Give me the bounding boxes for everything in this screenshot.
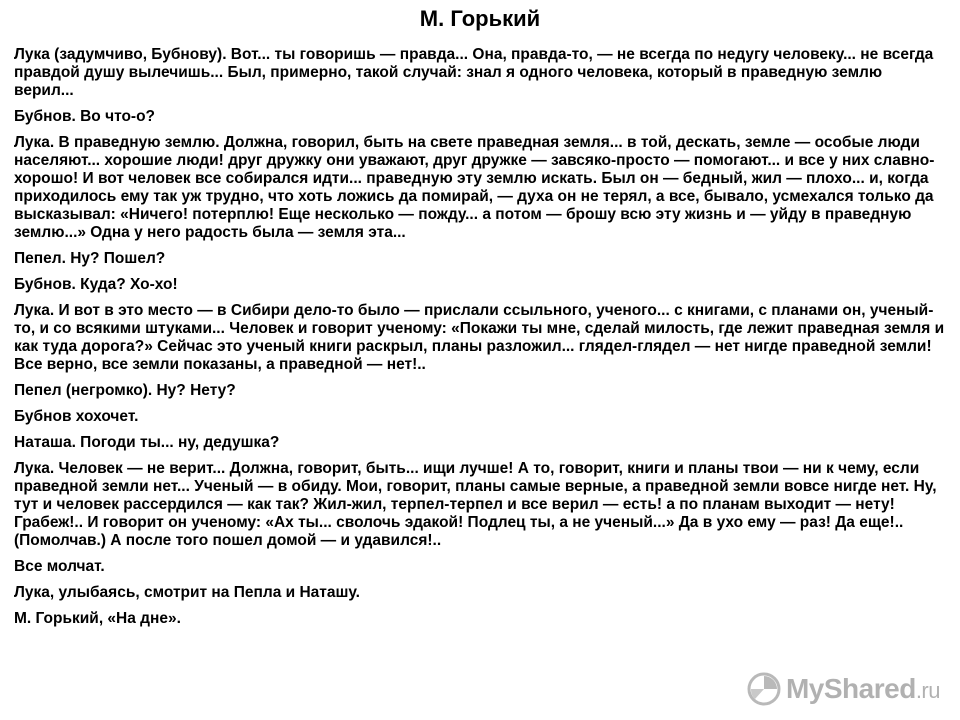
paragraph: Лука. И вот в это место — в Сибири дело-то было — прислали ссыльного, ученого... с книгами, с планами он, ученый-то, и со всякими штуками... Человек и говорит ученому: «Покажи ты мне, сделай милость, где лежит праведная земля и как туда дорога?» Сейчас это ученый книги раскрыл, планы разложил... глядел-глядел — нет нигде праведной земли! Все верно, все земли показаны, а праведной — нет!..	[14, 302, 945, 373]
paragraph: Лука. Человек — не верит... Должна, говорит, быть... ищи лучше! А то, говорит, книги и планы твои — ни к чему, если праведной земли нет... Ученый — в обиду. Мои, говорит, планы самые верные, а праведной земли вовсе нигде нет. Ну, тут и человек рассердился — как так? Жил-жил, терпел-терпел и все верил — есть! а по планам выходит — нету! Грабеж!.. И говорит он ученому: «Ах ты... сволочь эдакой! Подлец ты, а не ученый...» Да в ухо ему — раз! Да еще!.. (Помолчав.) А после того пошел домой — и удавился!..	[14, 460, 937, 549]
paragraph: М. Горький, «На дне».	[14, 610, 181, 627]
paragraph: Лука (задумчиво, Бубнову). Вот... ты говоришь — правда... Она, правда-то, — не всегда по недугу человеку... не всегда правдой душу вылечишь... Был, примерно, такой случай: знал я одного человека, который в праведную землю верил...	[14, 46, 934, 99]
paragraph: Наташа. Погоди ты... ну, дедушка?	[14, 434, 280, 451]
watermark-text: MyShared.ru	[785, 673, 940, 704]
myshared-watermark	[747, 672, 940, 706]
paragraph: Бубнов. Во что-о?	[14, 108, 156, 125]
paragraph: Лука, улыбаясь, смотрит на Пепла и Наташу.	[14, 584, 360, 601]
paragraph: Все молчат.	[14, 558, 105, 575]
myshared-logo-icon	[747, 672, 781, 706]
paragraph: Бубнов хохочет.	[14, 408, 139, 425]
paragraph: Лука. В праведную землю. Должна, говорил, быть на свете праведная земля... в той, дескать, земле — особые люди населяют... хорошие люди! друг дружку они уважают, друг дружке — завсяко-просто — помогают... и все у них славно-хорошо! И вот человек все собирался идти... праведную эту землю искать. Был он — бедный, жил — плохо... и, когда приходилось ему так уж трудно, что хоть ложись да помирай, — духа он не терял, а все, бывало, усмехался только да высказывал: «Ничего! потерплю! Еще несколько — пожду... а потом — брошу всю эту жизнь и — уйду в праведную землю...» Одна у него радость была — земля эта...	[14, 134, 935, 241]
page-title: М. Горький	[419, 6, 541, 31]
paragraph: Бубнов. Куда? Хо-хо!	[14, 276, 178, 293]
paragraph: Пепел. Ну? Пошел?	[14, 250, 166, 267]
paragraph: Пепел (негромко). Ну? Нету?	[14, 382, 236, 399]
text-body	[14, 46, 946, 636]
